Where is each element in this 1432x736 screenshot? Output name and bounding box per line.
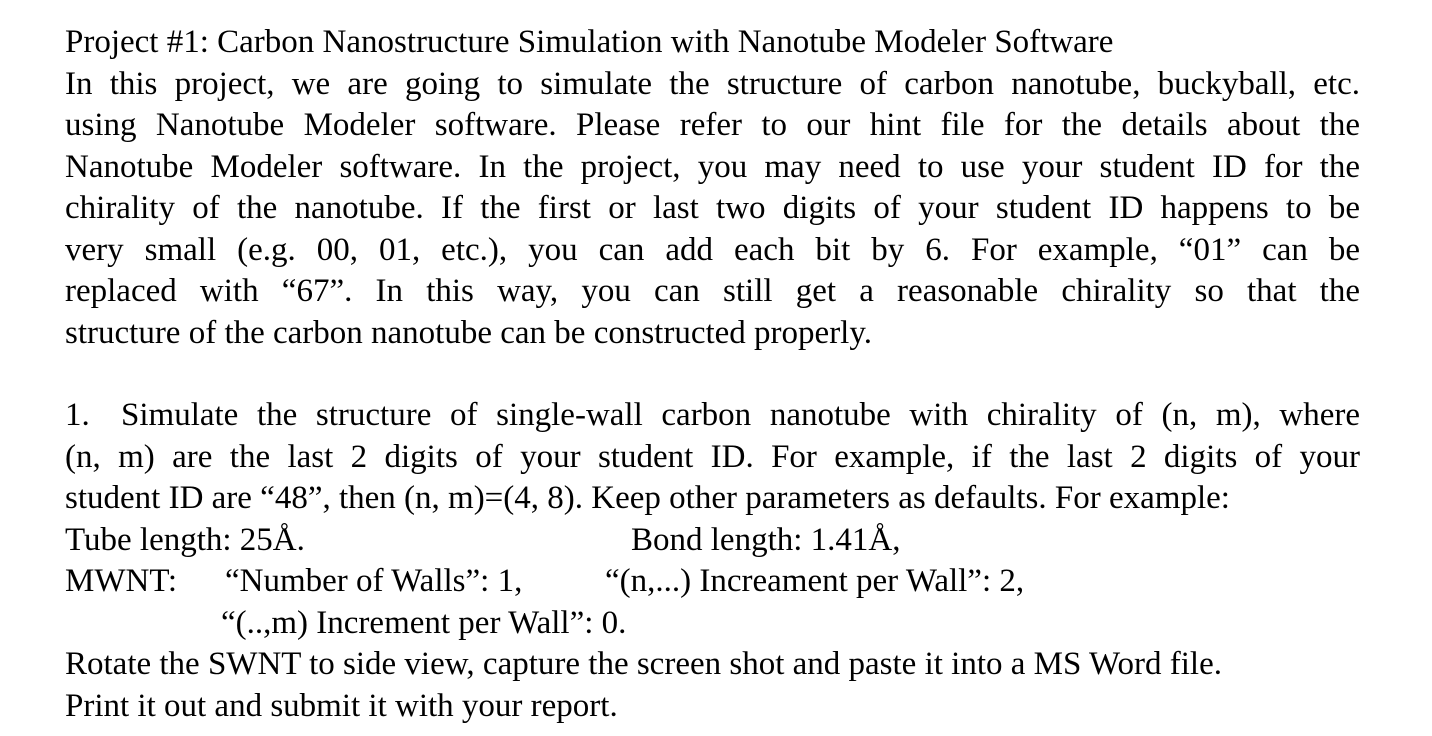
n-increment-text: “(n,...) Increament per Wall”: 2, [605, 563, 1025, 599]
bond-length-text: Bond length: 1.41Å, [631, 521, 901, 558]
task-item-line: (n, m) are the last 2 digits of your student ID. For example, if the last 2 digits of your [65, 438, 1360, 475]
task-item-first-line [65, 395, 1360, 437]
mwnt-parameters-row [65, 561, 1360, 603]
task-item-1 [65, 395, 1360, 727]
project-title: Project #1: Carbon Nanostructure Simulation with Nanotube Modeler Software [65, 24, 1114, 60]
length-parameters-row [65, 520, 1360, 562]
intro-line: structure of the carbon nanotube can be constructed properly. [65, 314, 872, 351]
document-page [65, 22, 1360, 727]
intro-line: In this project, we are going to simulate the structure of carbon nanotube, buckyball, etc. [65, 65, 1360, 102]
intro-line: using Nanotube Modeler software. Please refer to our hint file for the details about the [65, 107, 1360, 143]
number-of-walls-text: “Number of Walls”: 1, [225, 563, 523, 599]
intro-line: chirality of the nanotube. If the first or last two digits of your student ID happens to be [65, 190, 1360, 226]
task-item-line: Simulate the structure of single-wall carbon nanotube with chirality of (n, m), where [121, 397, 1360, 433]
mwnt-label: MWNT: [65, 563, 178, 599]
task-closing-line: Print it out and submit it with your report. [65, 687, 618, 724]
intro-line: replaced with “67”. In this way, you can still get a reasonable chirality so that the [65, 273, 1360, 309]
intro-line: very small (e.g. 00, 01, etc.), you can add each bit by 6. For example, “01” can be [65, 231, 1360, 268]
task-closing-line: Rotate the SWNT to side view, capture the screen shot and paste it into a MS Word file. [65, 646, 1222, 682]
m-increment-text: “(..,m) Increment per Wall”: 0. [221, 604, 627, 641]
intro-paragraph [65, 64, 1360, 355]
paragraph-spacer [65, 354, 1360, 395]
intro-line: Nanotube Modeler software. In the project, you may need to use your student ID for the [65, 148, 1360, 185]
tube-length-text: Tube length: 25Å. [65, 521, 305, 558]
task-item-number: 1. [65, 397, 90, 433]
m-increment-row [65, 603, 1360, 645]
task-item-line: student ID are “48”, then (n, m)=(4, 8). Keep other parameters as defaults. For example: [65, 480, 1230, 516]
